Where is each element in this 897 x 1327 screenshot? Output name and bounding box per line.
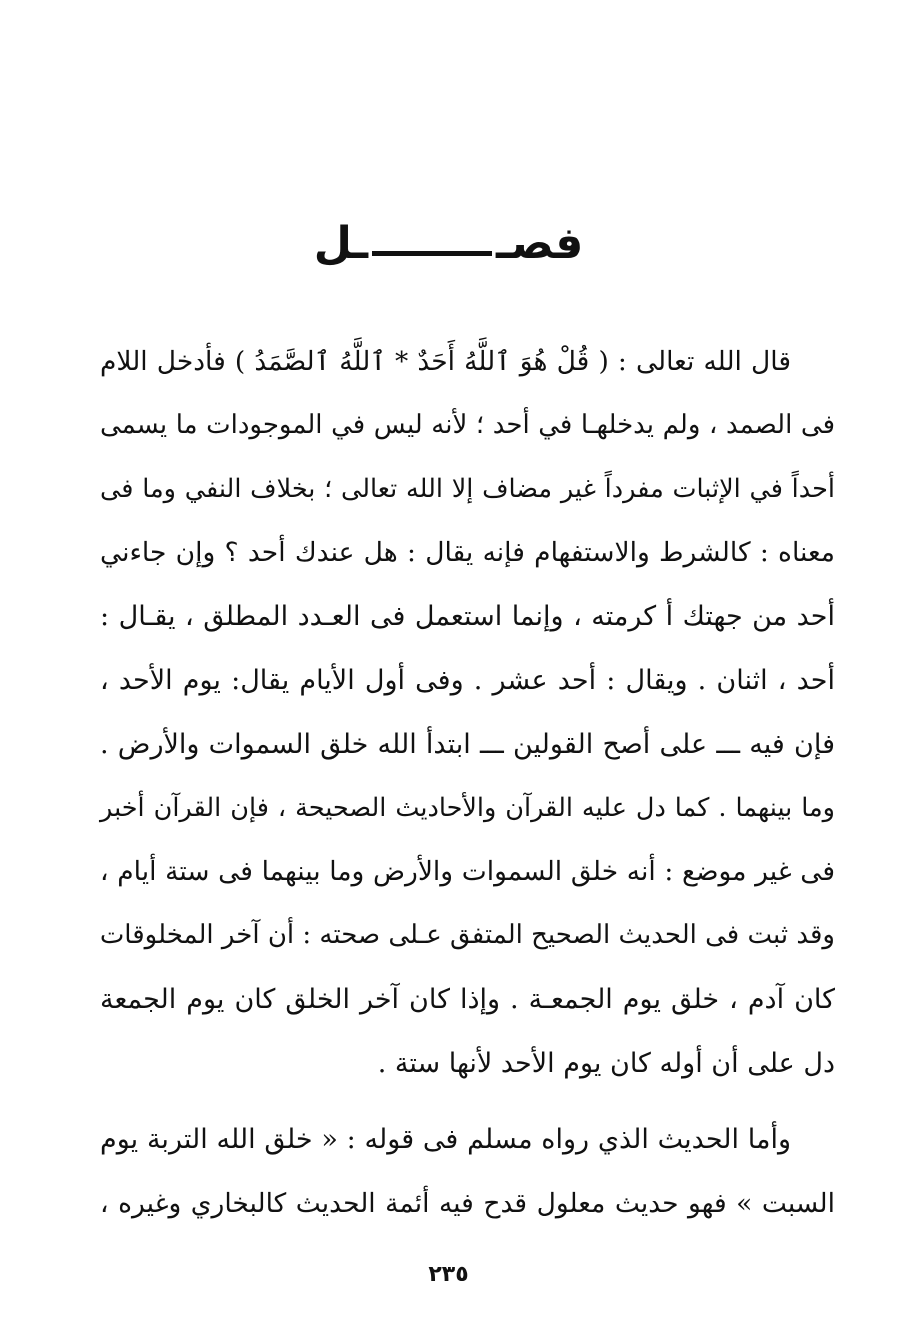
text-line: أحد ، اثنان . ويقال : أحد عشر . وفى أول الأيام يقال: يوم الأحد ،	[100, 664, 835, 696]
text-line: معناه : كالشرط والاستفهام فإنه يقال : هل عندك أحد ؟ وإن جاءني	[100, 537, 835, 569]
text-line: فى الصمد ، ولم يدخلهـا في أحد ؛ لأنه ليس في الموجودات ما يسمى	[100, 409, 835, 440]
text-line: فإن فيه ـــ على أصح القولين ـــ ابتدأ الله خلق السموات والأرض .	[100, 728, 835, 760]
text-line: قال الله تعالى : ( قُلْ هُوَ ٱللَّهُ أَحَدٌ * ٱللَّهُ ٱلصَّمَدُ ) فأدخل اللام	[100, 346, 791, 377]
text-line: كان آدم ، خلق يوم الجمعـة . وإذا كان آخر الخلق كان يوم الجمعة	[100, 983, 835, 1015]
heading-kashida-rule	[372, 251, 492, 256]
page-number: ٢٣٥	[428, 1262, 469, 1287]
text-line: أحد من جهتك أ كرمته ، وإنما استعمل فى العـدد المطلق ، يقـال :	[100, 601, 835, 633]
heading-word-start: فصـ	[496, 218, 584, 269]
paragraph-one	[100, 330, 835, 1096]
text-line: وما بينهما . كما دل عليه القرآن والأحاديث الصحيحة ، فإن القرآن أخبر	[100, 792, 835, 823]
section-heading	[0, 218, 897, 269]
text-line: فى غير موضع : أنه خلق السموات والأرض وما بينهما فى ستة أيام ،	[100, 856, 835, 888]
text-line: أحداً في الإثبات مفرداً غير مضاف إلا الله تعالى ؛ بخلاف النفي وما فى	[100, 473, 835, 504]
text-line: دل على أن أوله كان يوم الأحد لأنها ستة .	[377, 1047, 835, 1079]
text-line: السبت » فهو حديث معلول قدح فيه أئمة الحديث كالبخاري وغيره ،	[100, 1187, 835, 1219]
heading-word-end: ـل	[313, 218, 369, 269]
paragraph-two	[100, 1108, 835, 1236]
text-line: وأما الحديث الذي رواه مسلم فى قوله : « خلق الله التربة يوم	[100, 1124, 791, 1155]
text-line: وقد ثبت فى الحديث الصحيح المتفق عـلى صحته : أن آخر المخلوقات	[99, 920, 835, 951]
